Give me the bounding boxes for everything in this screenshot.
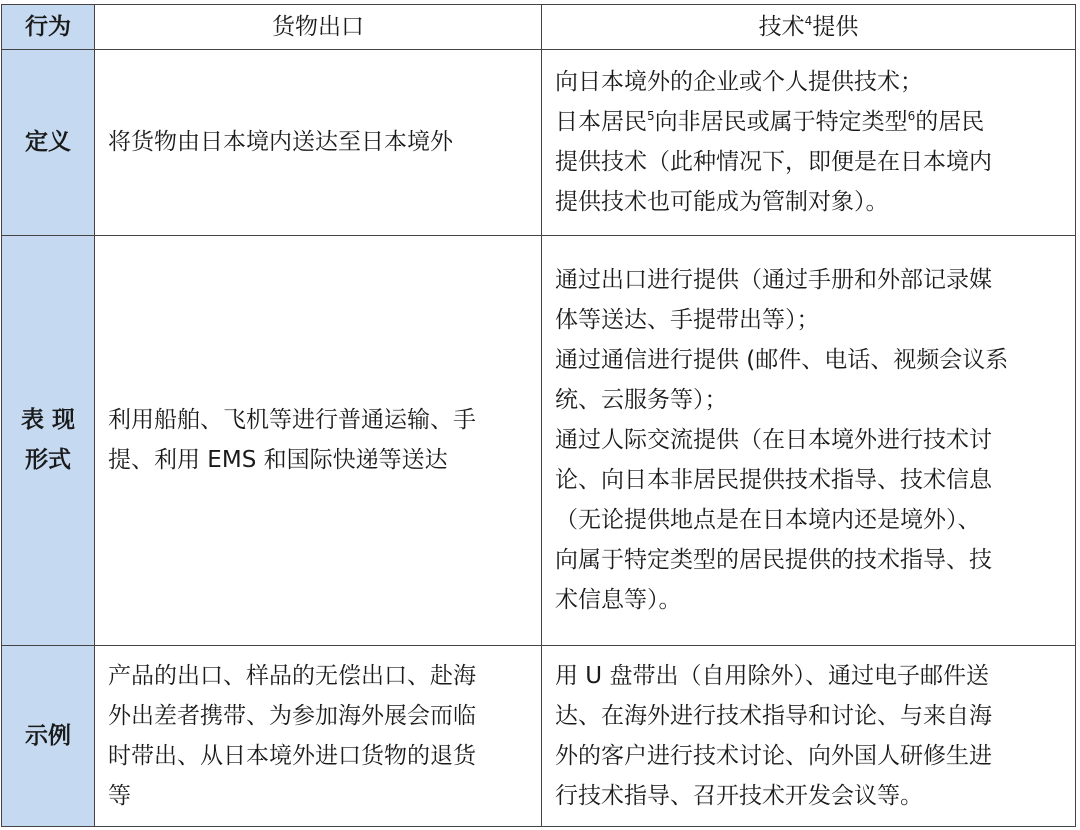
form-tech-line: 通过通信进行提供 (邮件、电话、视频会议系	[555, 347, 1009, 374]
row-label-form-line-2: 形式	[25, 447, 71, 474]
row-label-definition-text: 定义	[25, 129, 71, 156]
row-label-form-line-1: 表 现	[20, 407, 75, 434]
form-tech-cell	[542, 235, 1076, 645]
example-tech-line: 达、在海外进行技术指导和讨论、与来自海	[555, 702, 992, 729]
example-goods-line: 等	[108, 782, 131, 809]
header-tech-text: 技术	[758, 14, 805, 41]
row-label-definition	[2, 50, 95, 235]
row-label-example	[2, 645, 95, 826]
definition-row	[2, 50, 1076, 235]
form-tech-line: 向属于特定类型的居民提供的技术指导、技	[555, 547, 992, 574]
example-goods-line: 时带出、从日本境外进口货物的退货	[108, 742, 476, 769]
header-goods-export	[95, 5, 542, 50]
header-tech-provision	[542, 5, 1076, 50]
definition-goods-cell	[95, 50, 542, 235]
definition-tech-line-2-a: 日本居民	[555, 109, 647, 136]
definition-goods-text: 将货物由日本境内送达至日本境外	[108, 129, 453, 156]
form-goods-line-2: 提、利用 EMS 和国际快递等送达	[108, 447, 448, 474]
row-label-form	[2, 235, 95, 645]
example-tech-line: 用 U 盘带出（自用除外）、通过电子邮件送	[555, 662, 989, 689]
header-behavior	[2, 5, 95, 50]
form-tech-line: 统、云服务等）；	[555, 387, 728, 414]
form-tech-line: （无论提供地点是在日本境内还是境外）、	[555, 507, 981, 534]
header-tech-text-post: 提供	[812, 14, 859, 41]
example-row	[2, 645, 1076, 826]
example-goods-line: 外出差者携带、为参加海外展会而临	[108, 702, 476, 729]
definition-tech-cell	[542, 50, 1076, 235]
example-tech-line: 行技术指导、召开技术开发会议等。	[555, 782, 923, 809]
footnote-ref-4: 4	[804, 14, 813, 29]
definition-tech-line-4: 提供技术也可能成为管制对象）。	[555, 189, 889, 216]
header-row	[2, 5, 1076, 50]
example-goods-line: 产品的出口、样品的无偿出口、赴海	[108, 662, 476, 689]
definition-tech-line-1: 向日本境外的企业或个人提供技术；	[555, 69, 923, 96]
example-goods-cell	[95, 645, 542, 826]
definition-tech-line-2-b: 向非居民或属于特定类型	[654, 109, 908, 136]
example-tech-line: 外的客户进行技术讨论、向外国人研修生进	[555, 742, 992, 769]
comparison-table	[1, 4, 1076, 827]
form-tech-line: 术信息等）。	[555, 587, 682, 614]
form-tech-line: 论、向日本非居民提供技术指导、技术信息	[555, 467, 992, 494]
header-behavior-text: 行为	[25, 14, 71, 41]
definition-tech-line-2-c: 的居民	[915, 109, 985, 136]
definition-tech-line-3: 提供技术（此种情况下，即便是在日本境内	[555, 149, 992, 176]
form-goods-cell	[95, 235, 542, 645]
definition-tech-line-2	[555, 102, 1062, 142]
form-tech-line: 体等送达、手提带出等）；	[555, 307, 820, 334]
header-goods-export-text: 货物出口	[272, 14, 364, 41]
footnote-ref-5: 5	[647, 109, 655, 124]
form-row	[2, 235, 1076, 645]
footnote-ref-6: 6	[907, 109, 916, 124]
form-tech-line: 通过出口进行提供（通过手册和外部记录媒	[555, 267, 992, 294]
example-tech-cell	[542, 645, 1076, 826]
form-goods-line-1: 利用船舶、飞机等进行普通运输、手	[108, 407, 476, 434]
row-label-example-text: 示例	[25, 722, 71, 749]
form-tech-line: 通过人际交流提供（在日本境外进行技术讨	[555, 427, 992, 454]
